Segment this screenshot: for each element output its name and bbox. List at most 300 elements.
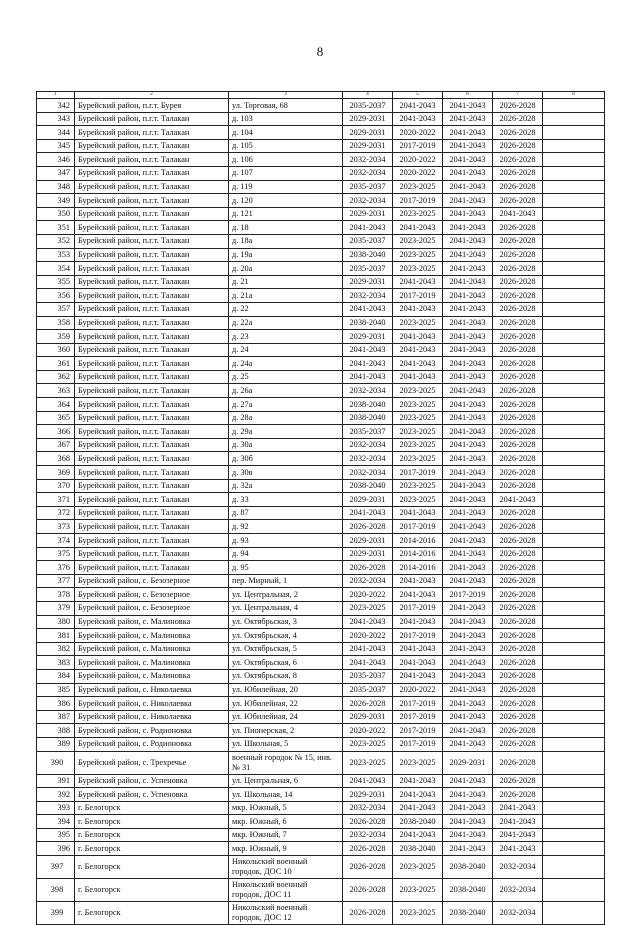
address-cell: д. 94 bbox=[229, 547, 343, 561]
locality-cell: Бурейский район, с. Николаевка bbox=[75, 710, 229, 724]
address-cell: ул. Школьная, 5 bbox=[229, 737, 343, 751]
empty-col8-cell bbox=[543, 425, 605, 439]
empty-col8-cell bbox=[543, 669, 605, 683]
row-number-cell: 353 bbox=[37, 248, 75, 262]
period-col6-cell: 2041-2043 bbox=[443, 112, 493, 126]
locality-cell: Бурейский район, п.г.т. Талакан bbox=[75, 194, 229, 208]
period-col7-cell: 2026-2028 bbox=[493, 126, 543, 140]
period-col6-cell: 2041-2043 bbox=[443, 520, 493, 534]
row-number-cell: 374 bbox=[37, 534, 75, 548]
empty-col8-cell bbox=[543, 902, 605, 925]
address-cell: д. 120 bbox=[229, 194, 343, 208]
period-col5-cell: 2014-2016 bbox=[393, 534, 443, 548]
locality-cell: Бурейский район, п.г.т. Талакан bbox=[75, 166, 229, 180]
period-col7-cell: 2026-2028 bbox=[493, 357, 543, 371]
period-col7-cell: 2026-2028 bbox=[493, 466, 543, 480]
row-number-cell: 370 bbox=[37, 479, 75, 493]
period-col7-cell: 2026-2028 bbox=[493, 751, 543, 774]
empty-col8-cell bbox=[543, 180, 605, 194]
address-cell: д. 121 bbox=[229, 207, 343, 221]
period-col7-cell: 2026-2028 bbox=[493, 234, 543, 248]
table-row bbox=[37, 842, 605, 856]
period-col4-cell: 2029-2031 bbox=[343, 547, 393, 561]
empty-col8-cell bbox=[543, 343, 605, 357]
table-row bbox=[37, 221, 605, 235]
empty-col8-cell bbox=[543, 452, 605, 466]
period-col6-cell: 2041-2043 bbox=[443, 221, 493, 235]
period-col4-cell: 2032-2034 bbox=[343, 574, 393, 588]
table-row bbox=[37, 466, 605, 480]
table-row bbox=[37, 561, 605, 575]
row-number-cell: 359 bbox=[37, 330, 75, 344]
period-col6-cell: 2041-2043 bbox=[443, 153, 493, 167]
row-number-cell: 344 bbox=[37, 126, 75, 140]
period-col5-cell: 2041-2043 bbox=[393, 370, 443, 384]
period-col7-cell: 2026-2028 bbox=[493, 452, 543, 466]
empty-col8-cell bbox=[543, 357, 605, 371]
address-cell: д. 103 bbox=[229, 112, 343, 126]
table-row bbox=[37, 574, 605, 588]
empty-col8-cell bbox=[543, 126, 605, 140]
period-col4-cell: 2026-2028 bbox=[343, 520, 393, 534]
locality-cell: Бурейский район, п.г.т. Талакан bbox=[75, 180, 229, 194]
period-col5-cell: 2023-2025 bbox=[393, 234, 443, 248]
address-cell: военный городок № 15, инв. № 31 bbox=[229, 751, 343, 774]
row-number-cell: 390 bbox=[37, 751, 75, 774]
period-col6-cell: 2041-2043 bbox=[443, 234, 493, 248]
period-col7-cell: 2032-2034 bbox=[493, 879, 543, 902]
locality-cell: Бурейский район, п.г.т. Талакан bbox=[75, 275, 229, 289]
period-col5-cell: 2023-2025 bbox=[393, 316, 443, 330]
period-col6-cell: 2041-2043 bbox=[443, 289, 493, 303]
row-number-cell: 352 bbox=[37, 234, 75, 248]
period-col7-cell: 2026-2028 bbox=[493, 656, 543, 670]
period-col5-cell: 2041-2043 bbox=[393, 302, 443, 316]
period-col4-cell: 2041-2043 bbox=[343, 343, 393, 357]
locality-cell: Бурейский район, п.г.т. Талакан bbox=[75, 520, 229, 534]
address-cell: д. 106 bbox=[229, 153, 343, 167]
period-col6-cell: 2017-2019 bbox=[443, 588, 493, 602]
period-col4-cell: 2029-2031 bbox=[343, 493, 393, 507]
empty-col8-cell bbox=[543, 629, 605, 643]
row-number-cell: 368 bbox=[37, 452, 75, 466]
address-cell: Никольский военный городок, ДОС 10 bbox=[229, 856, 343, 879]
empty-col8-cell bbox=[543, 411, 605, 425]
row-number-cell: 350 bbox=[37, 207, 75, 221]
locality-cell: Бурейский район, п.г.т. Талакан bbox=[75, 302, 229, 316]
column-number: 1 bbox=[37, 92, 75, 99]
period-col6-cell: 2038-2040 bbox=[443, 856, 493, 879]
table-row bbox=[37, 879, 605, 902]
row-number-cell: 345 bbox=[37, 139, 75, 153]
period-col5-cell: 2023-2025 bbox=[393, 438, 443, 452]
period-col5-cell: 2041-2043 bbox=[393, 656, 443, 670]
period-col4-cell: 2041-2043 bbox=[343, 642, 393, 656]
locality-cell: Бурейский район, п.г.т. Талакан bbox=[75, 316, 229, 330]
period-col6-cell: 2041-2043 bbox=[443, 452, 493, 466]
locality-cell: Бурейский район, п.г.т. Талакан bbox=[75, 330, 229, 344]
housing-schedule-table bbox=[36, 91, 605, 925]
table-row bbox=[37, 828, 605, 842]
period-col6-cell: 2041-2043 bbox=[443, 398, 493, 412]
locality-cell: Бурейский район, с. Успеновка bbox=[75, 788, 229, 802]
row-number-cell: 355 bbox=[37, 275, 75, 289]
row-number-cell: 364 bbox=[37, 398, 75, 412]
address-cell: д. 22а bbox=[229, 316, 343, 330]
period-col7-cell: 2026-2028 bbox=[493, 262, 543, 276]
period-col7-cell: 2026-2028 bbox=[493, 737, 543, 751]
period-col6-cell: 2041-2043 bbox=[443, 656, 493, 670]
empty-col8-cell bbox=[543, 398, 605, 412]
table-row bbox=[37, 452, 605, 466]
period-col4-cell: 2029-2031 bbox=[343, 139, 393, 153]
locality-cell: Бурейский район, с. Безозерное bbox=[75, 574, 229, 588]
address-cell: ул. Октябрьская, 4 bbox=[229, 629, 343, 643]
locality-cell: Бурейский район, п.г.т. Талакан bbox=[75, 221, 229, 235]
period-col7-cell: 2026-2028 bbox=[493, 302, 543, 316]
period-col7-cell: 2026-2028 bbox=[493, 547, 543, 561]
period-col6-cell: 2041-2043 bbox=[443, 316, 493, 330]
period-col5-cell: 2017-2019 bbox=[393, 139, 443, 153]
period-col4-cell: 2041-2043 bbox=[343, 656, 393, 670]
row-number-cell: 363 bbox=[37, 384, 75, 398]
row-number-cell: 360 bbox=[37, 343, 75, 357]
period-col4-cell: 2026-2028 bbox=[343, 902, 393, 925]
row-number-cell: 343 bbox=[37, 112, 75, 126]
period-col6-cell: 2029-2031 bbox=[443, 751, 493, 774]
period-col6-cell: 2041-2043 bbox=[443, 506, 493, 520]
locality-cell: Бурейский район, п.г.т. Талакан bbox=[75, 112, 229, 126]
period-col5-cell: 2023-2025 bbox=[393, 493, 443, 507]
table-row bbox=[37, 207, 605, 221]
table-row bbox=[37, 588, 605, 602]
address-cell: д. 104 bbox=[229, 126, 343, 140]
address-cell: мкр. Южный, 9 bbox=[229, 842, 343, 856]
locality-cell: Бурейский район, п.г.т. Талакан bbox=[75, 357, 229, 371]
period-col6-cell: 2041-2043 bbox=[443, 629, 493, 643]
period-col5-cell: 2023-2025 bbox=[393, 411, 443, 425]
row-number-cell: 342 bbox=[37, 99, 75, 113]
address-cell: д. 25 bbox=[229, 370, 343, 384]
period-col4-cell: 2041-2043 bbox=[343, 370, 393, 384]
period-col4-cell: 2038-2040 bbox=[343, 316, 393, 330]
period-col7-cell: 2026-2028 bbox=[493, 316, 543, 330]
empty-col8-cell bbox=[543, 815, 605, 829]
period-col7-cell: 2026-2028 bbox=[493, 221, 543, 235]
period-col4-cell: 2035-2037 bbox=[343, 669, 393, 683]
period-col5-cell: 2023-2025 bbox=[393, 384, 443, 398]
row-number-cell: 392 bbox=[37, 788, 75, 802]
period-col5-cell: 2017-2019 bbox=[393, 697, 443, 711]
table-row bbox=[37, 180, 605, 194]
period-col6-cell: 2041-2043 bbox=[443, 139, 493, 153]
table-row bbox=[37, 801, 605, 815]
period-col5-cell: 2017-2019 bbox=[393, 737, 443, 751]
column-number: 8 bbox=[543, 92, 605, 99]
row-number-cell: 366 bbox=[37, 425, 75, 439]
empty-col8-cell bbox=[543, 262, 605, 276]
address-cell: д. 93 bbox=[229, 534, 343, 548]
table-row bbox=[37, 289, 605, 303]
column-number: 3 bbox=[229, 92, 343, 99]
period-col5-cell: 2041-2043 bbox=[393, 357, 443, 371]
period-col4-cell: 2026-2028 bbox=[343, 697, 393, 711]
empty-col8-cell bbox=[543, 828, 605, 842]
empty-col8-cell bbox=[543, 710, 605, 724]
period-col5-cell: 2023-2025 bbox=[393, 856, 443, 879]
period-col6-cell: 2041-2043 bbox=[443, 99, 493, 113]
table-row bbox=[37, 384, 605, 398]
table-row bbox=[37, 788, 605, 802]
address-cell: ул. Центральная, 4 bbox=[229, 601, 343, 615]
period-col7-cell: 2026-2028 bbox=[493, 642, 543, 656]
empty-col8-cell bbox=[543, 547, 605, 561]
period-col4-cell: 2041-2043 bbox=[343, 302, 393, 316]
address-cell: д. 18 bbox=[229, 221, 343, 235]
period-col6-cell: 2041-2043 bbox=[443, 384, 493, 398]
period-col6-cell: 2041-2043 bbox=[443, 262, 493, 276]
empty-col8-cell bbox=[543, 751, 605, 774]
row-number-cell: 398 bbox=[37, 879, 75, 902]
period-col4-cell: 2026-2028 bbox=[343, 561, 393, 575]
row-number-cell: 391 bbox=[37, 774, 75, 788]
row-number-cell: 375 bbox=[37, 547, 75, 561]
period-col7-cell: 2026-2028 bbox=[493, 289, 543, 303]
column-number: 6 bbox=[443, 92, 493, 99]
address-cell: д. 26а bbox=[229, 384, 343, 398]
period-col6-cell: 2041-2043 bbox=[443, 601, 493, 615]
table-row bbox=[37, 248, 605, 262]
period-col4-cell: 2029-2031 bbox=[343, 788, 393, 802]
period-col5-cell: 2041-2043 bbox=[393, 642, 443, 656]
row-number-cell: 365 bbox=[37, 411, 75, 425]
locality-cell: Бурейский район, п.г.т. Талакан bbox=[75, 398, 229, 412]
table-row bbox=[37, 629, 605, 643]
period-col4-cell: 2032-2034 bbox=[343, 452, 393, 466]
period-col4-cell: 2032-2034 bbox=[343, 801, 393, 815]
empty-col8-cell bbox=[543, 656, 605, 670]
address-cell: мкр. Южный, 6 bbox=[229, 815, 343, 829]
period-col4-cell: 2029-2031 bbox=[343, 275, 393, 289]
period-col4-cell: 2032-2034 bbox=[343, 828, 393, 842]
period-col5-cell: 2041-2043 bbox=[393, 99, 443, 113]
period-col7-cell: 2026-2028 bbox=[493, 330, 543, 344]
row-number-cell: 346 bbox=[37, 153, 75, 167]
period-col6-cell: 2041-2043 bbox=[443, 370, 493, 384]
row-number-cell: 372 bbox=[37, 506, 75, 520]
address-cell: д. 24 bbox=[229, 343, 343, 357]
period-col6-cell: 2041-2043 bbox=[443, 207, 493, 221]
period-col7-cell: 2026-2028 bbox=[493, 534, 543, 548]
empty-col8-cell bbox=[543, 683, 605, 697]
table-row bbox=[37, 126, 605, 140]
table-row bbox=[37, 438, 605, 452]
period-col7-cell: 2032-2034 bbox=[493, 902, 543, 925]
row-number-cell: 396 bbox=[37, 842, 75, 856]
table-row bbox=[37, 856, 605, 879]
period-col6-cell: 2041-2043 bbox=[443, 438, 493, 452]
table-row bbox=[37, 357, 605, 371]
period-col5-cell: 2017-2019 bbox=[393, 724, 443, 738]
period-col7-cell: 2041-2043 bbox=[493, 828, 543, 842]
locality-cell: Бурейский район, п.г.т. Талакан bbox=[75, 370, 229, 384]
locality-cell: г. Белогорск bbox=[75, 842, 229, 856]
period-col7-cell: 2026-2028 bbox=[493, 275, 543, 289]
period-col7-cell: 2026-2028 bbox=[493, 683, 543, 697]
empty-col8-cell bbox=[543, 302, 605, 316]
period-col5-cell: 2017-2019 bbox=[393, 710, 443, 724]
period-col6-cell: 2041-2043 bbox=[443, 737, 493, 751]
period-col7-cell: 2041-2043 bbox=[493, 493, 543, 507]
period-col5-cell: 2023-2025 bbox=[393, 879, 443, 902]
address-cell: д. 33 bbox=[229, 493, 343, 507]
period-col4-cell: 2026-2028 bbox=[343, 815, 393, 829]
period-col5-cell: 2017-2019 bbox=[393, 629, 443, 643]
period-col5-cell: 2041-2043 bbox=[393, 669, 443, 683]
period-col7-cell: 2032-2034 bbox=[493, 856, 543, 879]
table-row bbox=[37, 316, 605, 330]
table-row bbox=[37, 683, 605, 697]
empty-col8-cell bbox=[543, 534, 605, 548]
period-col5-cell: 2023-2025 bbox=[393, 180, 443, 194]
row-number-cell: 385 bbox=[37, 683, 75, 697]
period-col7-cell: 2026-2028 bbox=[493, 153, 543, 167]
period-col6-cell: 2041-2043 bbox=[443, 248, 493, 262]
period-col4-cell: 2029-2031 bbox=[343, 126, 393, 140]
table-row bbox=[37, 479, 605, 493]
address-cell: пер. Мирный, 1 bbox=[229, 574, 343, 588]
address-cell: д. 21 bbox=[229, 275, 343, 289]
period-col4-cell: 2029-2031 bbox=[343, 330, 393, 344]
empty-col8-cell bbox=[543, 316, 605, 330]
period-col5-cell: 2041-2043 bbox=[393, 588, 443, 602]
period-col5-cell: 2041-2043 bbox=[393, 221, 443, 235]
row-number-cell: 397 bbox=[37, 856, 75, 879]
period-col6-cell: 2041-2043 bbox=[443, 411, 493, 425]
locality-cell: Бурейский район, с. Безозерное bbox=[75, 601, 229, 615]
locality-cell: г. Белогорск bbox=[75, 828, 229, 842]
period-col7-cell: 2026-2028 bbox=[493, 697, 543, 711]
address-cell: Никольский военный городок, ДОС 11 bbox=[229, 879, 343, 902]
period-col5-cell: 2017-2019 bbox=[393, 601, 443, 615]
period-col4-cell: 2026-2028 bbox=[343, 879, 393, 902]
table-row bbox=[37, 112, 605, 126]
locality-cell: Бурейский район, с. Малиновка bbox=[75, 656, 229, 670]
empty-col8-cell bbox=[543, 166, 605, 180]
period-col7-cell: 2026-2028 bbox=[493, 384, 543, 398]
row-number-cell: 371 bbox=[37, 493, 75, 507]
period-col7-cell: 2026-2028 bbox=[493, 248, 543, 262]
locality-cell: Бурейский район, п.г.т. Талакан bbox=[75, 262, 229, 276]
period-col7-cell: 2026-2028 bbox=[493, 629, 543, 643]
period-col7-cell: 2026-2028 bbox=[493, 774, 543, 788]
locality-cell: Бурейский район, п.г.т. Талакан bbox=[75, 493, 229, 507]
table-row bbox=[37, 534, 605, 548]
locality-cell: Бурейский район, с. Николаевка bbox=[75, 683, 229, 697]
period-col7-cell: 2026-2028 bbox=[493, 601, 543, 615]
page-number: 8 bbox=[316, 44, 324, 59]
locality-cell: Бурейский район, с. Родионовка bbox=[75, 724, 229, 738]
address-cell: ул. Юбилейная, 20 bbox=[229, 683, 343, 697]
period-col7-cell: 2041-2043 bbox=[493, 801, 543, 815]
period-col5-cell: 2041-2043 bbox=[393, 801, 443, 815]
row-number-cell: 349 bbox=[37, 194, 75, 208]
locality-cell: Бурейский район, с. Малиновка bbox=[75, 669, 229, 683]
period-col7-cell: 2026-2028 bbox=[493, 574, 543, 588]
empty-col8-cell bbox=[543, 194, 605, 208]
address-cell: ул. Центральная, 6 bbox=[229, 774, 343, 788]
table-body bbox=[37, 92, 605, 925]
locality-cell: Бурейский район, п.г.т. Талакан bbox=[75, 384, 229, 398]
column-number: 2 bbox=[75, 92, 229, 99]
period-col4-cell: 2041-2043 bbox=[343, 506, 393, 520]
period-col5-cell: 2023-2025 bbox=[393, 479, 443, 493]
period-col7-cell: 2026-2028 bbox=[493, 724, 543, 738]
locality-cell: г. Белогорск bbox=[75, 815, 229, 829]
period-col7-cell: 2026-2028 bbox=[493, 425, 543, 439]
row-number-cell: 351 bbox=[37, 221, 75, 235]
period-col4-cell: 2020-2022 bbox=[343, 588, 393, 602]
period-col7-cell: 2026-2028 bbox=[493, 166, 543, 180]
row-number-cell: 369 bbox=[37, 466, 75, 480]
locality-cell: Бурейский район, п.г.т. Талакан bbox=[75, 234, 229, 248]
table-row bbox=[37, 343, 605, 357]
address-cell: д. 22 bbox=[229, 302, 343, 316]
period-col7-cell: 2026-2028 bbox=[493, 370, 543, 384]
empty-col8-cell bbox=[543, 601, 605, 615]
address-cell: д. 30в bbox=[229, 466, 343, 480]
period-col4-cell: 2035-2037 bbox=[343, 99, 393, 113]
empty-col8-cell bbox=[543, 330, 605, 344]
locality-cell: Бурейский район, п.г.т. Талакан bbox=[75, 452, 229, 466]
period-col6-cell: 2041-2043 bbox=[443, 493, 493, 507]
period-col7-cell: 2026-2028 bbox=[493, 180, 543, 194]
locality-cell: Бурейский район, п.г.т. Талакан bbox=[75, 126, 229, 140]
empty-col8-cell bbox=[543, 275, 605, 289]
period-col4-cell: 2029-2031 bbox=[343, 207, 393, 221]
period-col7-cell: 2026-2028 bbox=[493, 710, 543, 724]
period-col6-cell: 2041-2043 bbox=[443, 275, 493, 289]
period-col5-cell: 2038-2040 bbox=[393, 815, 443, 829]
period-col4-cell: 2032-2034 bbox=[343, 289, 393, 303]
row-number-cell: 386 bbox=[37, 697, 75, 711]
locality-cell: Бурейский район, п.г.т. Талакан bbox=[75, 411, 229, 425]
period-col7-cell: 2026-2028 bbox=[493, 99, 543, 113]
period-col6-cell: 2041-2043 bbox=[443, 357, 493, 371]
address-cell: д. 32а bbox=[229, 479, 343, 493]
locality-cell: Бурейский район, п.г.т. Талакан bbox=[75, 547, 229, 561]
table-row bbox=[37, 669, 605, 683]
period-col7-cell: 2041-2043 bbox=[493, 842, 543, 856]
period-col5-cell: 2017-2019 bbox=[393, 520, 443, 534]
locality-cell: Бурейский район, с. Малиновка bbox=[75, 615, 229, 629]
period-col4-cell: 2041-2043 bbox=[343, 615, 393, 629]
empty-col8-cell bbox=[543, 493, 605, 507]
locality-cell: Бурейский район, п.г.т. Талакан bbox=[75, 506, 229, 520]
period-col6-cell: 2041-2043 bbox=[443, 801, 493, 815]
period-col4-cell: 2032-2034 bbox=[343, 194, 393, 208]
locality-cell: Бурейский район, с. Николаевка bbox=[75, 697, 229, 711]
table-row bbox=[37, 166, 605, 180]
row-number-cell: 347 bbox=[37, 166, 75, 180]
locality-cell: Бурейский район, п.г.т. Талакан bbox=[75, 248, 229, 262]
period-col7-cell: 2026-2028 bbox=[493, 343, 543, 357]
period-col4-cell: 2032-2034 bbox=[343, 153, 393, 167]
period-col6-cell: 2041-2043 bbox=[443, 683, 493, 697]
empty-col8-cell bbox=[543, 370, 605, 384]
period-col5-cell: 2041-2043 bbox=[393, 574, 443, 588]
locality-cell: Бурейский район, п.г.т. Талакан bbox=[75, 534, 229, 548]
